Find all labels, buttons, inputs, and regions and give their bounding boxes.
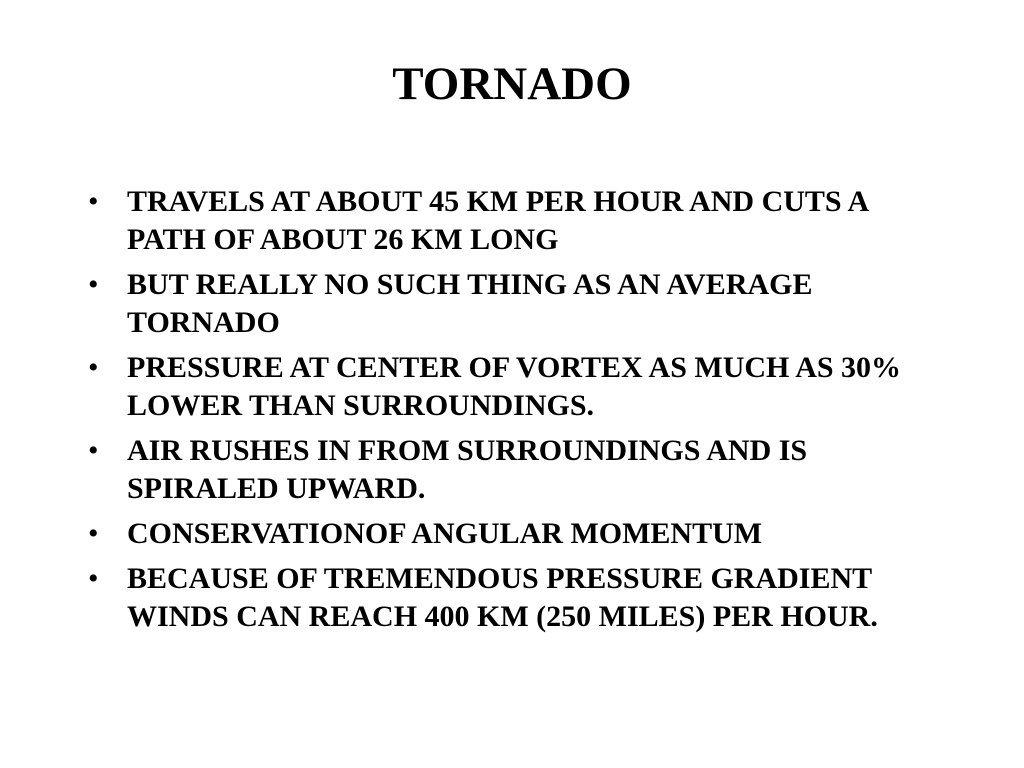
bullet-text: BUT REALLY NO SUCH THING AS AN AVERAGE TORNADO xyxy=(127,268,813,339)
bullet-icon: • xyxy=(88,351,99,384)
bullet-icon: • xyxy=(88,434,99,467)
bullet-item xyxy=(84,349,944,425)
bullet-list xyxy=(84,183,944,643)
bullet-item xyxy=(84,183,944,259)
bullet-icon: • xyxy=(88,562,99,595)
bullet-text: TRAVELS AT ABOUT 45 KM PER HOUR AND CUTS A PATH OF ABOUT 26 KM LONG xyxy=(127,185,868,256)
slide-title: TORNADO xyxy=(392,58,632,110)
bullet-text: AIR RUSHES IN FROM SURROUNDINGS AND IS SPIRALED UPWARD. xyxy=(127,434,808,505)
bullet-icon: • xyxy=(88,517,99,550)
bullet-text: BECAUSE OF TREMENDOUS PRESSURE GRADIENT WINDS CAN REACH 400 KM (250 MILES) PER HOUR. xyxy=(127,562,878,633)
bullet-item xyxy=(84,432,944,508)
bullet-icon: • xyxy=(88,185,99,218)
bullet-icon: • xyxy=(88,268,99,301)
bullet-item xyxy=(84,560,944,636)
bullet-text: PRESSURE AT CENTER OF VORTEX AS MUCH AS 30% LOWER THAN SURROUNDINGS. xyxy=(127,351,902,422)
bullet-item xyxy=(84,515,944,553)
bullet-text: CONSERVATIONOF ANGULAR MOMENTUM xyxy=(127,517,763,550)
bullet-item xyxy=(84,266,944,342)
